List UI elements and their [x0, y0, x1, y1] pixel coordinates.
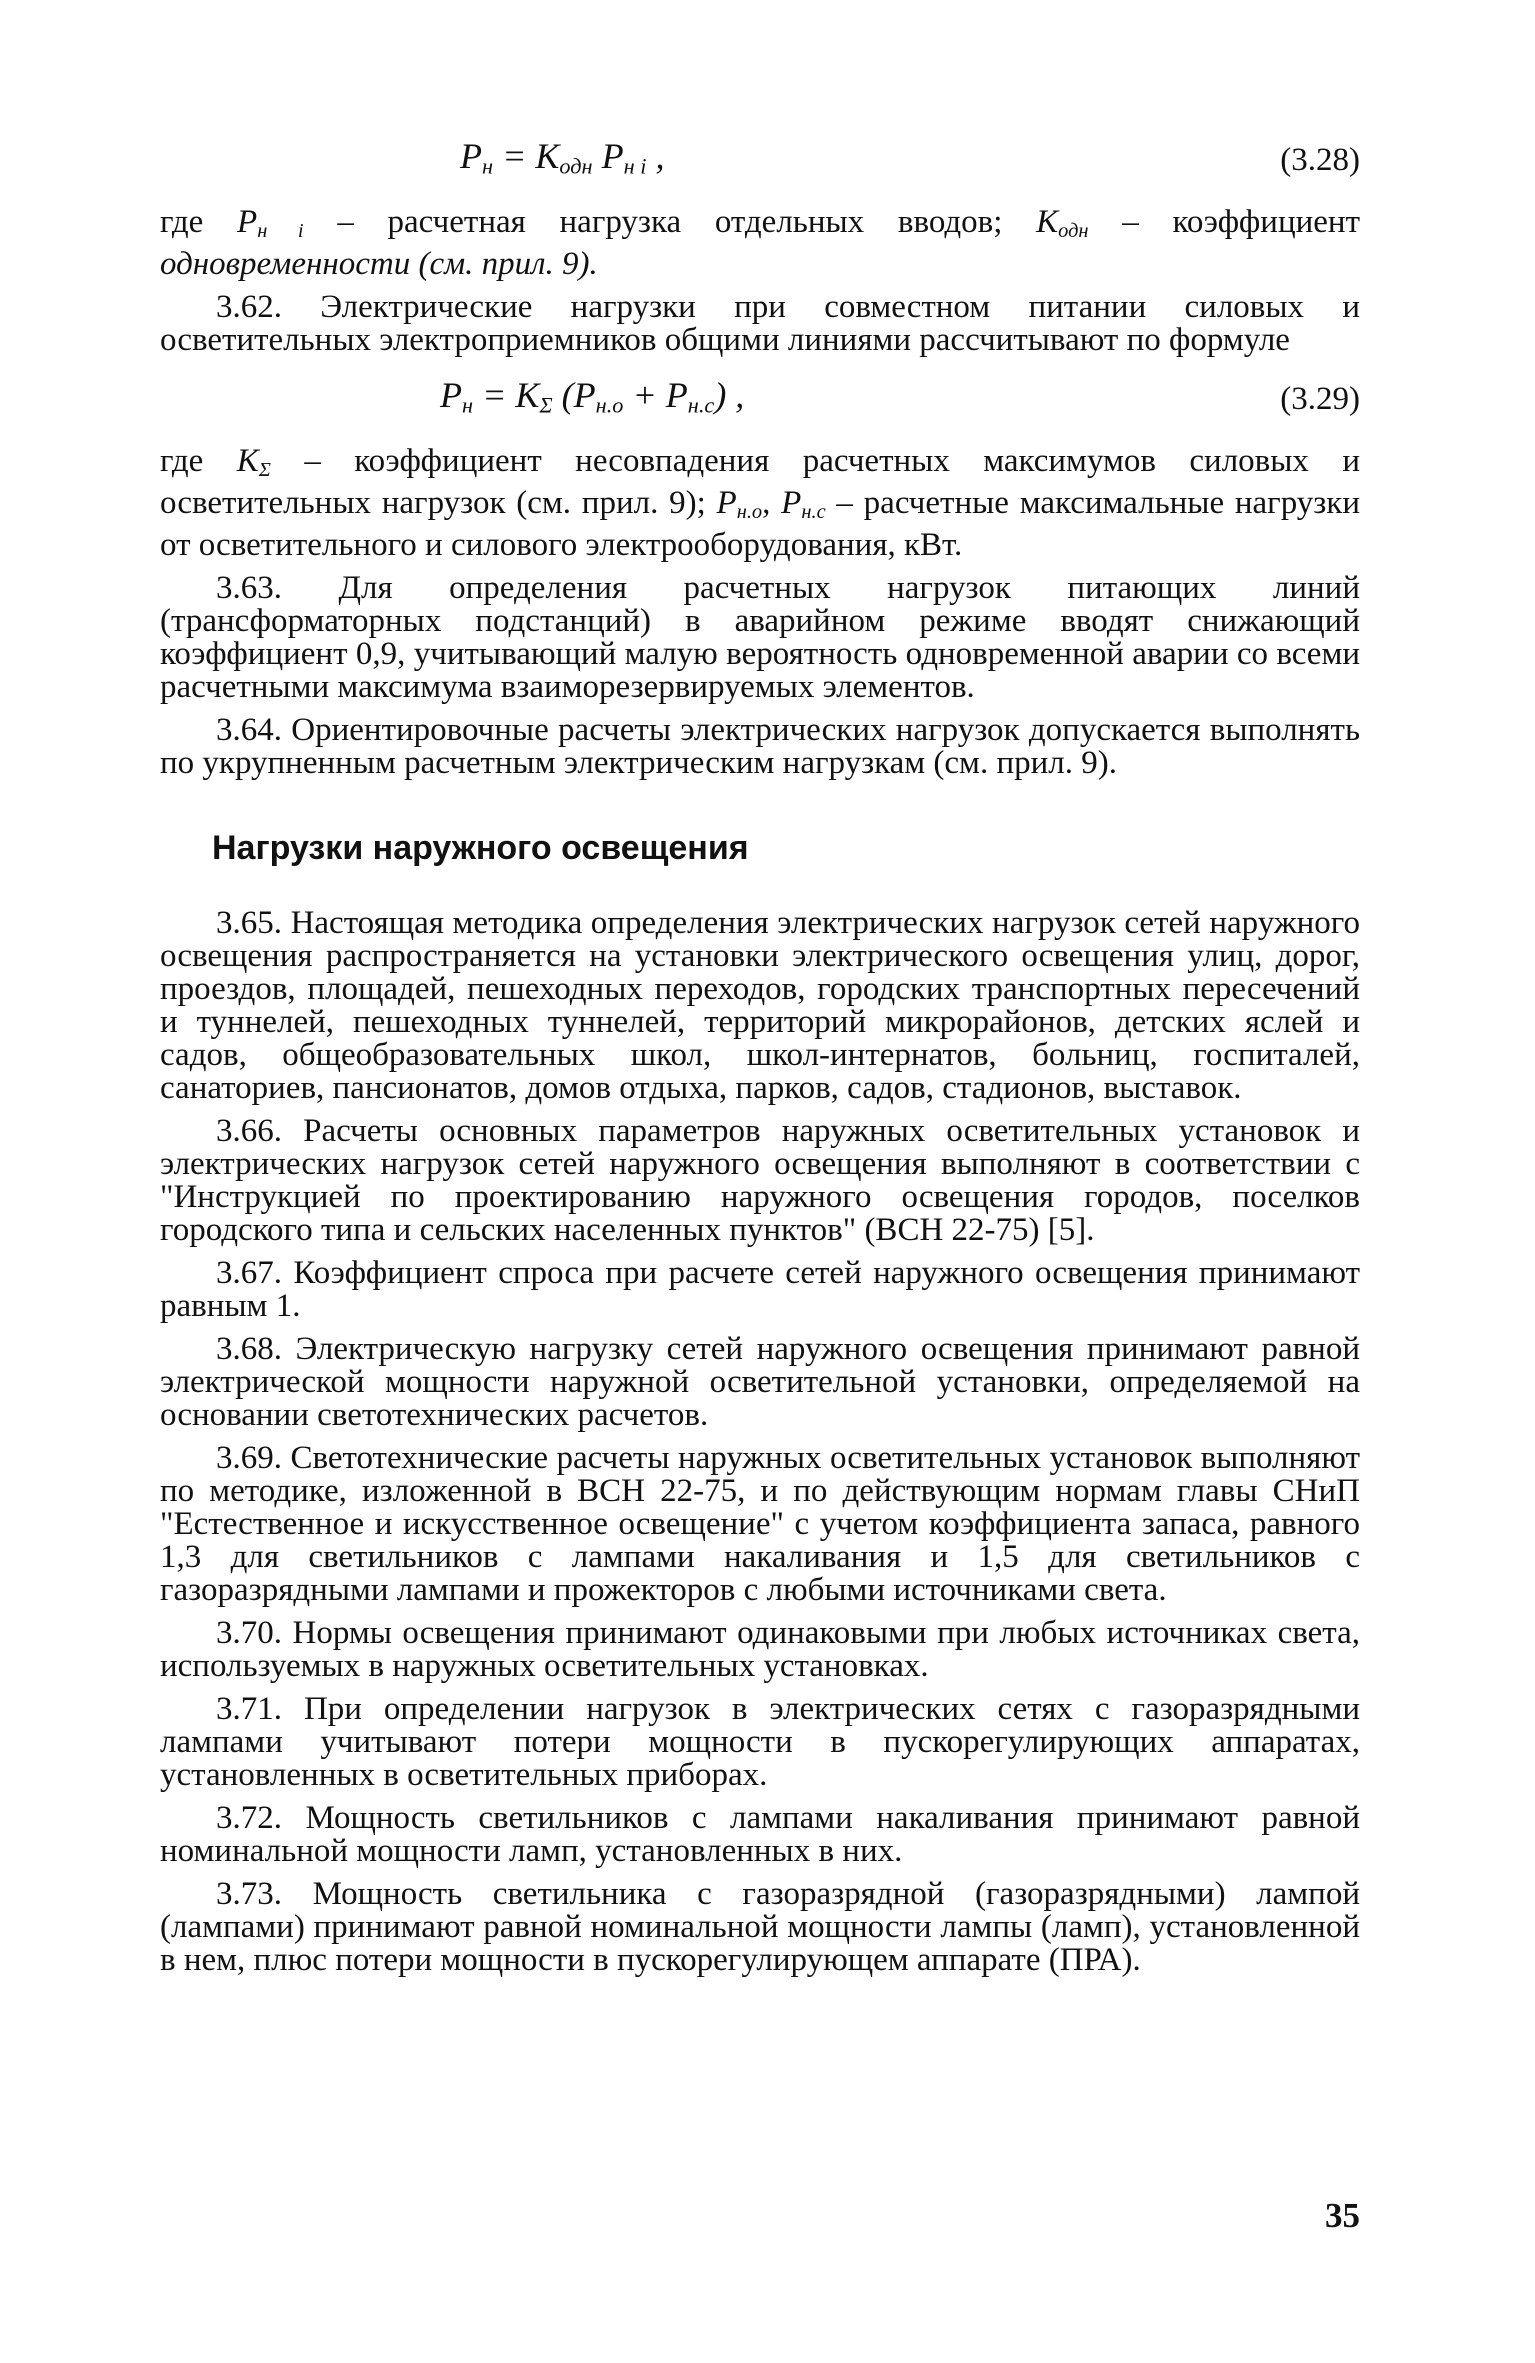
- formula-3-29-expression: $P_н = K_\Sigma$ $(P_{н.о} + P_{н.с})$ ,: [440, 375, 745, 418]
- page-number: 35: [1325, 2196, 1360, 2235]
- formula-3-28-explanation: где $P_{н i}$ – расчетная нагрузка отдельных вводов; $K_{одн}$ – коэффициент одновременности (см. прил. 9).: [160, 204, 1360, 283]
- formula-3-28: [160, 136, 1360, 192]
- formula-3-28-expression: $P_н = K_{одн}$ $P_{н i}$ ,: [460, 136, 665, 179]
- paragraph-3-65: 3.65. Настоящая методика определения электрических нагрузок сетей наружного освещения распространяется на установки электрического освещения улиц, дорог, проездов, площадей, пешеходных переходов, городских транспортных пересечений и туннелей, пешеходных туннелей, территорий микрорайонов, детских яслей и садов, общеобразовательных школ, школ-интернатов, больниц, госпиталей, санаториев, пансионатов, домов отдыха, парков, садов, стадионов, выставок.: [160, 905, 1360, 1107]
- formula-3-29-explanation: где $K_\Sigma$ – коэффициент несовпадения расчетных максимумов силовых и осветительных нагрузок (см. прил. 9); $P_{н.о}$, $P_{н.с}$ – расчетные максимальные нагрузки от осветительного и силового электрооборудования, кВт.: [160, 443, 1361, 564]
- paragraph-3-63: 3.63. Для определения расчетных нагрузок питающих линий (трансформаторных подстанций) в аварийном режиме вводят снижающий коэффициент 0,9, учитывающий малую вероятность одновременной аварии со всеми расчетными максимума взаиморезервируемых элементов.: [160, 570, 1360, 706]
- formula-3-29-number: (3.29): [1280, 381, 1360, 418]
- paragraph-3-68: 3.68. Электрическую нагрузку сетей наружного освещения принимают равной электрической мощности наружной осветительной установки, определяемой на основании светотехнических расчетов.: [160, 1331, 1360, 1434]
- formula-3-29: [160, 375, 1360, 431]
- paragraph-3-70: 3.70. Нормы освещения принимают одинаковыми при любых источниках света, используемых в наружных осветительных установках.: [160, 1615, 1360, 1685]
- paragraph-3-71: 3.71. При определении нагрузок в электрических сетях с газоразрядными лампами учитывают потери мощности в пускорегулирующих аппаратах, установленных в осветительных приборах.: [160, 1691, 1360, 1794]
- paragraph-3-69: 3.69. Светотехнические расчеты наружных осветительных установок выполняют по методике, изложенной в ВСН 22-75, и по действующим нормам главы СНиП "Естественное и искусственное освещение" с учетом коэффициента запаса, равного 1,3 для светильников с лампами накаливания и 1,5 для светильников с газоразрядными лампами и прожекторов с любыми источниками света.: [160, 1440, 1360, 1609]
- formula-3-28-number: (3.28): [1280, 142, 1360, 178]
- paragraph-3-64: 3.64. Ориентировочные расчеты электрических нагрузок допускается выполнять по укрупненным расчетным электрическим нагрузкам (см. прил. 9).: [160, 712, 1360, 782]
- document-page: [160, 136, 1361, 1979]
- paragraph-3-73: 3.73. Мощность светильника с газоразрядной (газоразрядными) лампой (лампами) принимают равной номинальной мощности лампы (ламп), установленной в нем, плюс потери мощности в пускорегулирующем аппарате (ПРА).: [160, 1876, 1360, 1979]
- paragraph-3-66: 3.66. Расчеты основных параметров наружных осветительных установок и электрических нагрузок сетей наружного освещения выполняют в соответствии с "Инструкцией по проектированию наружного освещения городов, поселков городского типа и сельских населенных пунктов" (ВСН 22-75) [5].: [160, 1113, 1360, 1249]
- paragraph-3-62: 3.62. Электрические нагрузки при совместном питании силовых и осветительных электроприемников общими линиями рассчитывают по формуле: [160, 289, 1360, 359]
- paragraph-3-72: 3.72. Мощность светильников с лампами накаливания принимают равной номинальной мощности ламп, установленных в них.: [160, 1800, 1360, 1870]
- section-heading: Нагрузки наружного освещения: [212, 829, 749, 868]
- paragraph-3-67: 3.67. Коэффициент спроса при расчете сетей наружного освещения принимают равным 1.: [160, 1255, 1360, 1325]
